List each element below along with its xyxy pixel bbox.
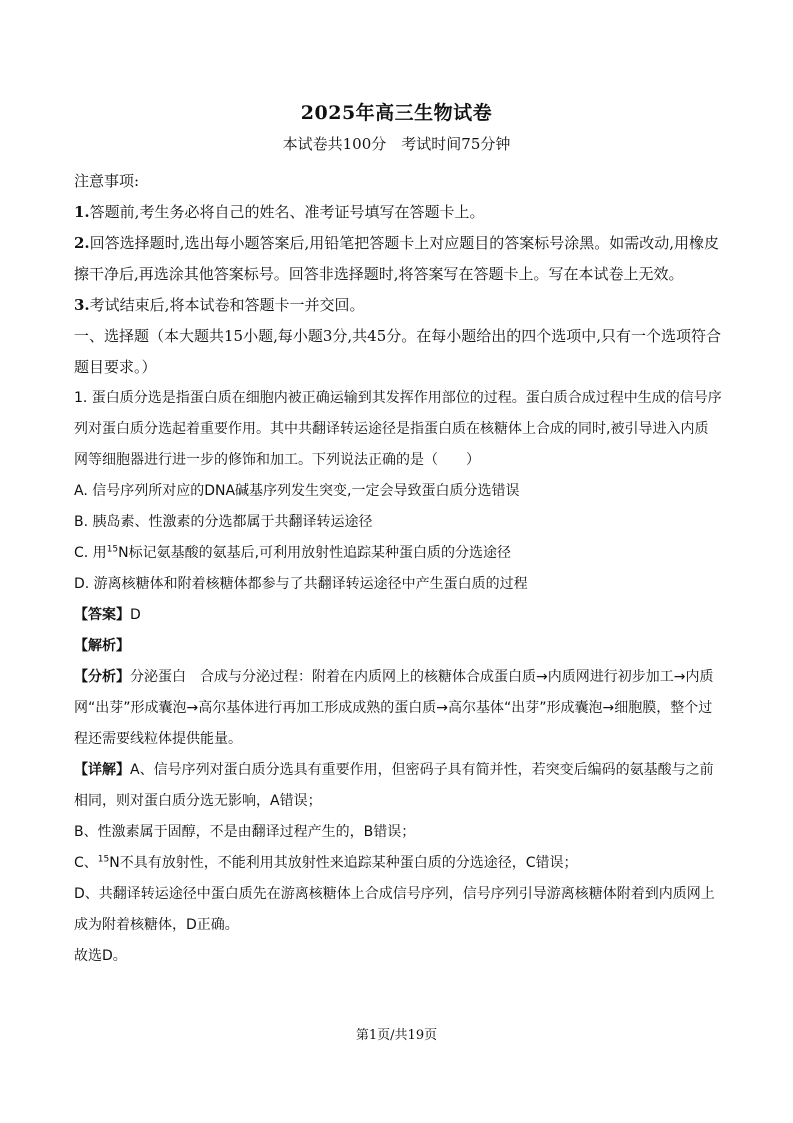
answer-value: D — [130, 607, 141, 623]
conclusion: 故选D。 — [74, 948, 127, 964]
isotope-mass-number: 15 — [106, 544, 119, 555]
answer-label: 【答案】 — [74, 607, 130, 623]
explanation-a-text: A、信号序列对蛋白质分选具有重要作用，但密码子具有简并性，若突变后编码的氨基酸与之前相同，则对蛋白质分选无影响，A错误； — [74, 762, 714, 809]
notice-item-3 — [74, 290, 722, 321]
notice-item-2 — [74, 228, 722, 290]
explanation-c-prefix: C、 — [74, 855, 98, 871]
notice-item-1 — [74, 197, 722, 228]
notice-item-number: 3. — [74, 296, 90, 314]
xiangjie-label: 【详解】 — [74, 762, 130, 778]
analysis-paragraph — [74, 662, 722, 755]
notice-item-text: 考试结束后,将本试卷和答题卡一并交回。 — [89, 296, 365, 314]
analysis-label: 【解析】 — [74, 638, 130, 654]
question-stem: 1. 蛋白质分选是指蛋白质在细胞内被正确运输到其发挥作用部位的过程。蛋白质合成过程中生成的信号序列对蛋白质分选起着重要作用。其中共翻译转运途径是指蛋白质在核糖体上合成的同时,被引导进入内质网等细胞器进行进一步的修饰和加工。下列说法正确的是（ ） — [74, 390, 722, 468]
explanation-a — [74, 755, 722, 817]
option-c-prefix: C. 用 — [74, 545, 107, 561]
notice-item-number: 1. — [74, 203, 90, 221]
notice-item-text: 回答选择题时,选出每小题答案后,用铅笔把答题卡上对应题目的答案标号涂黑。如需改动,用橡皮擦干净后,再选涂其他答案标号。回答非选择题时,将答案写在答题卡上。写在本试卷上无效。 — [74, 234, 719, 283]
explanation-c — [74, 848, 722, 879]
page-number: 第1页/共19页 — [355, 1028, 438, 1043]
option-a: A. 信号序列所对应的DNA碱基序列发生突变,一定会导致蛋白质分选错误 — [74, 483, 520, 499]
option-b: B. 胰岛素、性激素的分选都属于共翻译转运途径 — [74, 514, 373, 530]
option-d: D. 游离核糖体和附着核糖体都参与了共翻译转运途径中产生蛋白质的过程 — [74, 576, 528, 592]
option-c-text: N标记氨基酸的氨基后,可利用放射性追踪某种蛋白质的分选途径 — [118, 545, 512, 561]
fenxi-label: 【分析】 — [74, 669, 130, 685]
notice-item-number: 2. — [74, 234, 90, 252]
explanation-d: D、共翻译转运途径中蛋白质先在游离核糖体上合成信号序列，信号序列引导游离核糖体附着到内质网上成为附着核糖体，D正确。 — [74, 886, 715, 933]
notice-heading: 注意事项: — [74, 172, 140, 190]
explanation-c-text: N不具有放射性，不能利用其放射性来追踪某种蛋白质的分选途径，C错误； — [109, 855, 578, 871]
notice-item-text: 答题前,考生务必将自己的姓名、准考证号填写在答题卡上。 — [89, 203, 485, 221]
page-title: 2025年高三生物试卷 — [300, 102, 493, 124]
document-body — [74, 166, 722, 972]
explanation-b: B、性激素属于固醇，不是由翻译过程产生的，B错误； — [74, 824, 416, 840]
option-c — [74, 538, 722, 569]
exam-info: 本试卷共100分 考试时间75分钟 — [282, 135, 511, 153]
section-heading: 一、选择题（本大题共15小题,每小题3分,共45分。在每小题给出的四个选项中,只有一个选项符合题目要求。） — [74, 327, 722, 376]
isotope-mass-number: 15 — [97, 854, 110, 865]
answer-line — [74, 600, 722, 631]
fenxi-text: 分泌蛋白 合成与分泌过程：附着在内质网上的核糖体合成蛋白质→内质网进行初步加工→内质网“出芽”形成囊泡→高尔基体进行再加工形成成熟的蛋白质→高尔基体“出芽”形成囊泡→细胞膜，整个过程还需要线粒体提供能量。 — [74, 669, 714, 747]
